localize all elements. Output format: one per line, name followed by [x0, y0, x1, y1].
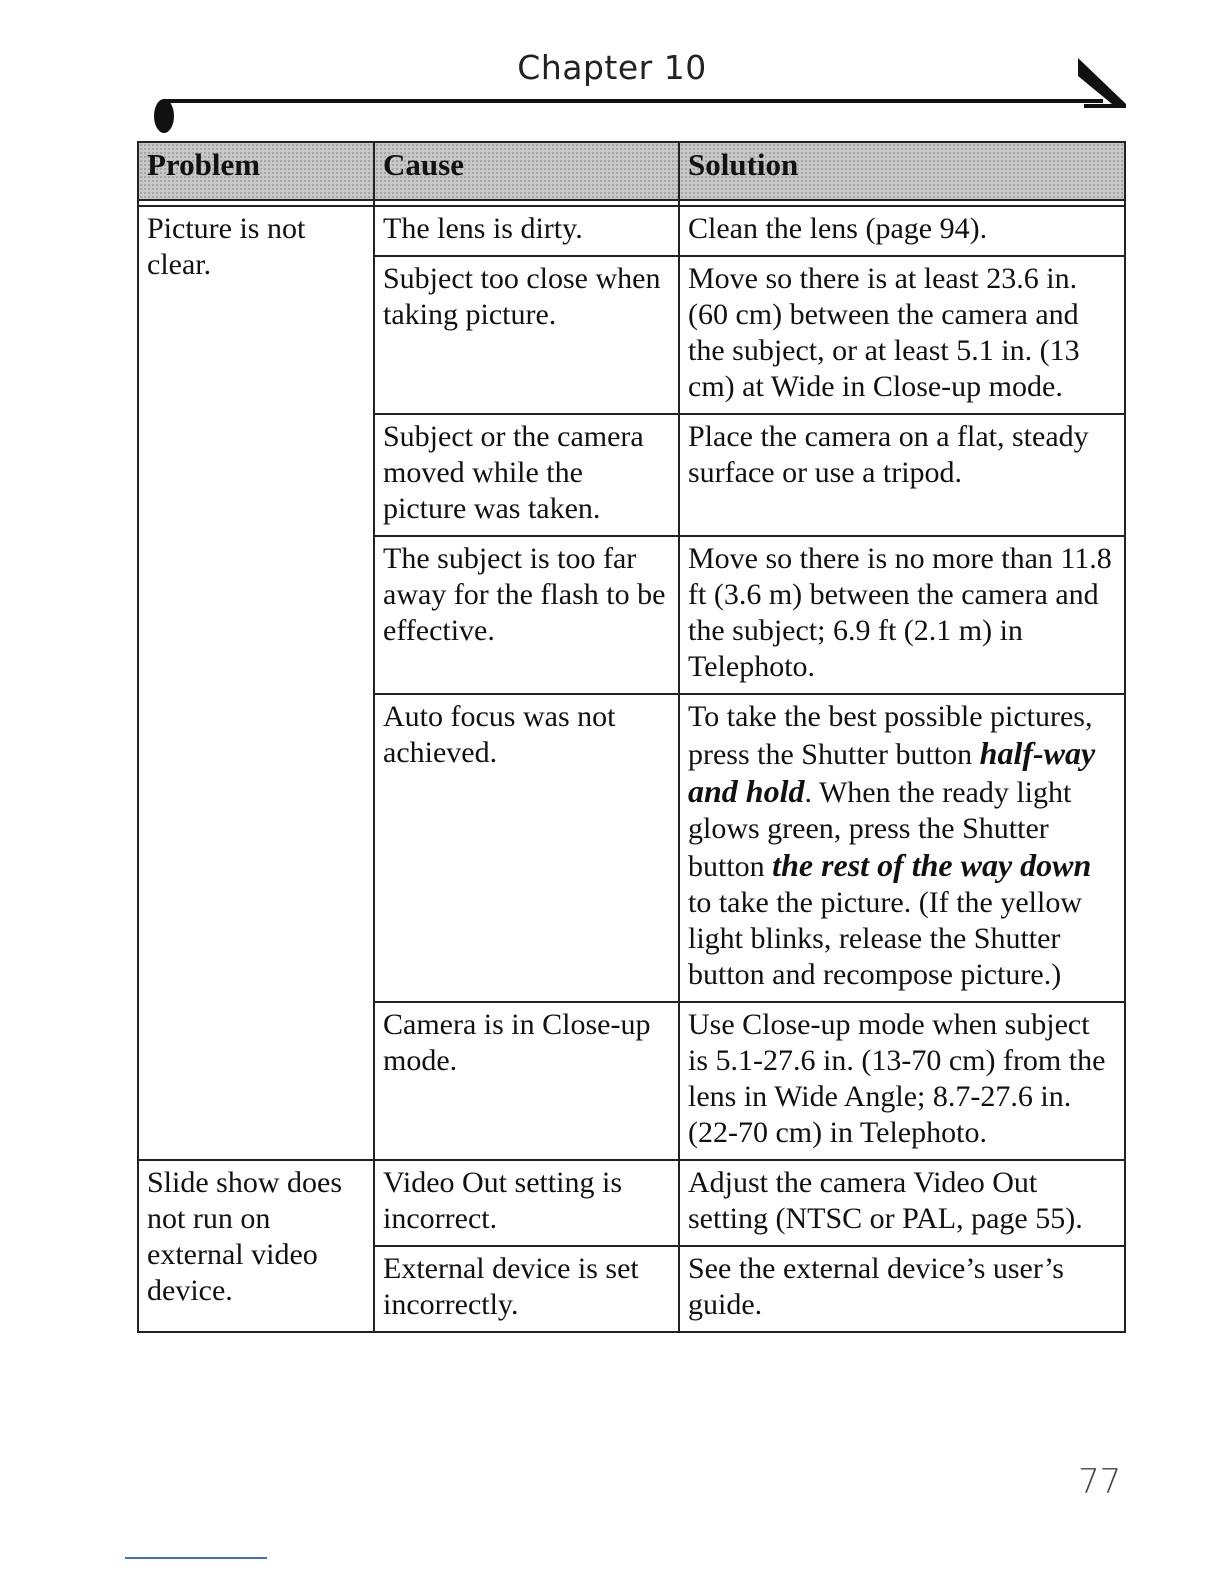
footer-link-underline: [125, 1557, 267, 1559]
solution-text: To take the best possible pictures, press the Shutter button: [688, 700, 1093, 771]
troubleshooting-table: [137, 141, 1126, 1333]
cause-cell: Auto focus was not achieved.: [374, 694, 679, 1002]
table-row: [138, 1160, 1125, 1246]
column-header-solution: Solution: [679, 142, 1125, 200]
page-number: 77: [1078, 1462, 1122, 1502]
solution-text: to take the picture. (If the yellow light blinks, release the Shutter button and recompose picture.): [688, 886, 1083, 991]
cause-cell: Subject too close when taking picture.: [374, 256, 679, 414]
solution-cell: Clean the lens (page 94).: [679, 206, 1125, 256]
solution-emphasis: half-way and hold: [688, 735, 1096, 809]
column-header-problem: Problem: [138, 142, 374, 200]
column-header-cause: Cause: [374, 142, 679, 200]
problem-cell: Picture is not clear.: [138, 206, 374, 1160]
solution-emphasis: the rest of the way down: [772, 847, 1092, 883]
header-rule: [163, 99, 1103, 103]
problem-cell: Slide show does not run on external video device.: [138, 1160, 374, 1332]
solution-text: . When the ready light glows green, press the Shutter button: [688, 776, 1072, 883]
chapter-title: Chapter 10: [517, 48, 707, 87]
solution-cell: Use Close-up mode when subject is 5.1-27.6 in. (13-70 cm) from the lens in Wide Angle; 8.7-27.6 in. (22-70 cm) in Telephoto.: [679, 1002, 1125, 1160]
table-header-row: [138, 142, 1125, 200]
table-row: [138, 206, 1125, 256]
solution-cell: Place the camera on a flat, steady surface or use a tripod.: [679, 414, 1125, 536]
solution-cell: See the external device’s user’s guide.: [679, 1246, 1125, 1332]
chapter-arrow-icon: [1078, 58, 1126, 108]
cause-cell: The lens is dirty.: [374, 206, 679, 256]
cause-cell: External device is set incorrectly.: [374, 1246, 679, 1332]
solution-cell: Move so there is at least 23.6 in. (60 cm) between the camera and the subject, or at least 5.1 in. (13 cm) at Wide in Close-up mode.: [679, 256, 1125, 414]
rule-end-dot: [154, 99, 174, 133]
solution-cell: [679, 694, 1125, 1002]
cause-cell: The subject is too far away for the flash to be effective.: [374, 536, 679, 694]
solution-cell: Move so there is no more than 11.8 ft (3.6 m) between the camera and the subject; 6.9 ft (2.1 m) in Telephoto.: [679, 536, 1125, 694]
cause-cell: Subject or the camera moved while the picture was taken.: [374, 414, 679, 536]
cause-cell: Video Out setting is incorrect.: [374, 1160, 679, 1246]
cause-cell: Camera is in Close-up mode.: [374, 1002, 679, 1160]
solution-cell: Adjust the camera Video Out setting (NTSC or PAL, page 55).: [679, 1160, 1125, 1246]
